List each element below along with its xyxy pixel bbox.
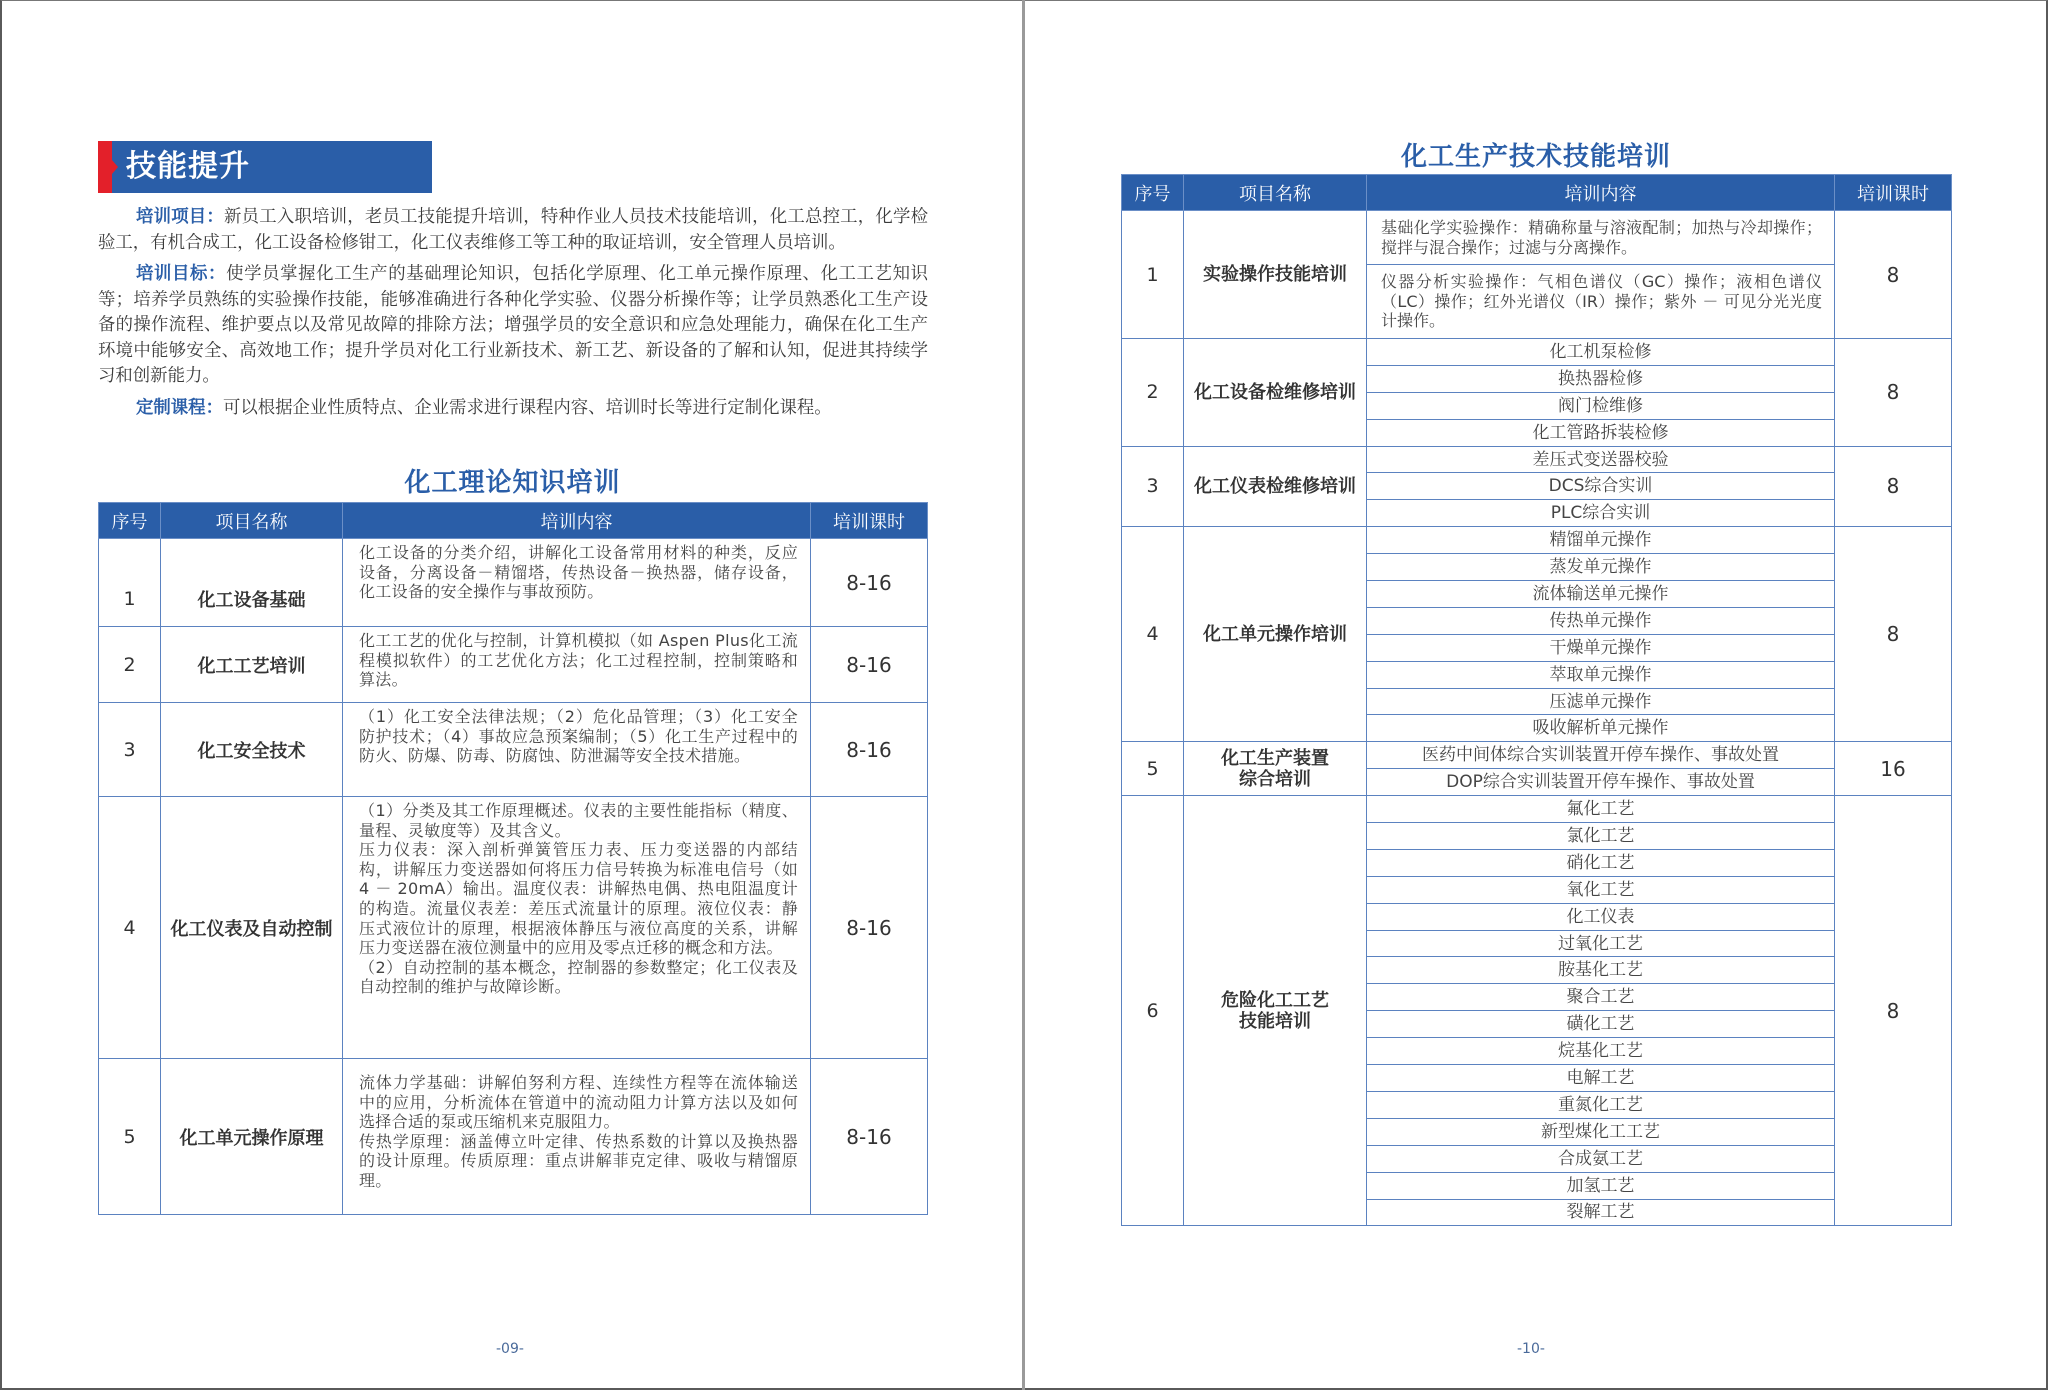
project-name: 化工仪表检维修培训 bbox=[1184, 446, 1367, 527]
project-name: 实验操作技能培训 bbox=[1184, 211, 1367, 339]
training-hours: 8 bbox=[1835, 796, 1952, 1226]
project-name: 化工安全技术 bbox=[161, 703, 343, 797]
page-number: -09- bbox=[496, 1341, 524, 1357]
training-item: 医药中间体综合实训装置开停车操作、事故处置 bbox=[1367, 742, 1835, 769]
row-number: 1 bbox=[99, 539, 161, 627]
theory-table-title: 化工理论知识培训 bbox=[404, 468, 621, 498]
training-hours: 8-16 bbox=[811, 627, 928, 703]
page-number: -10- bbox=[1517, 1341, 1545, 1357]
training-item: PLC综合实训 bbox=[1367, 500, 1835, 527]
content-text: 化工工艺的优化与控制，计算机模拟（如 Aspen Plus化工流程模拟软件）的工艺优化方法；化工过程控制，控制策略和算法。 bbox=[359, 631, 798, 690]
training-hours: 16 bbox=[1835, 742, 1952, 796]
training-item: 蒸发单元操作 bbox=[1367, 554, 1835, 581]
table-row bbox=[99, 539, 928, 627]
row-number: 4 bbox=[1122, 527, 1184, 742]
skills-training-table bbox=[1121, 174, 1952, 1226]
training-item: 流体输送单元操作 bbox=[1367, 581, 1835, 608]
table-row bbox=[1122, 796, 1952, 823]
training-item: 烷基化工艺 bbox=[1367, 1038, 1835, 1065]
content-text: （1）化工安全法律法规；（2）危化品管理；（3）化工安全防护技术；（4）事故应急预案编制；（5）化工生产过程中的防火、防爆、防毒、防腐蚀、防泄漏等安全技术措施。 bbox=[359, 707, 798, 766]
section-accent-bar bbox=[98, 141, 112, 193]
section-header bbox=[98, 141, 432, 193]
training-item: 阀门检维修 bbox=[1367, 392, 1835, 419]
training-item: 氯化工艺 bbox=[1367, 823, 1835, 850]
row-number: 1 bbox=[1122, 211, 1184, 339]
training-content bbox=[343, 797, 811, 1059]
content-text: 流体力学基础：讲解伯努利方程、连续性方程等在流体输送中的应用，分析流体在管道中的流动阻力计算方法以及如何选择合适的泵或压缩机来克服阻力。 传热学原理：涵盖傅立叶定律、传热系数的计算以及换热器的设计原理。传质原理：重点讲解菲克定律、吸收与精馏原理。 bbox=[359, 1073, 798, 1190]
content-text: （1）分类及其工作原理概述。仪表的主要性能指标（精度、量程、灵敏度等）及其含义。 压力仪表：深入剖析弹簧管压力表、压力变送器的内部结构，讲解压力变送器如何将压力信号转换为标准电信号（如 4 － 20mA）输出。温度仪表：讲解热电偶、热电阻温度计的构造。流量仪表差：差压式流量计的原理。液位仪表：静压式液位计的原理，根据液体静压与液位高度的关系，讲解压力变送器在液位测量中的应用及零点迁移的概念和方法。 （2）自动控制的基本概念，控制器的参数整定；化工仪表及自动控制的维护与故障诊断。 bbox=[359, 801, 798, 997]
training-item: 仪器分析实验操作：气相色谱仪（GC）操作；液相色谱仪（LC）操作；红外光谱仪（IR）操作；紫外 － 可见分光光度计操作。 bbox=[1367, 265, 1835, 339]
intro-label: 培训目标： bbox=[136, 264, 227, 284]
training-item: 差压式变送器校验 bbox=[1367, 446, 1835, 473]
left-page bbox=[0, 0, 1023, 1390]
training-content bbox=[343, 539, 811, 627]
training-item: 磺化工艺 bbox=[1367, 1011, 1835, 1038]
training-item: 萃取单元操作 bbox=[1367, 661, 1835, 688]
table-row bbox=[1122, 339, 1952, 366]
table-row bbox=[1122, 527, 1952, 554]
header-content: 培训内容 bbox=[1367, 175, 1835, 211]
table-row bbox=[99, 1059, 928, 1215]
table-header-row bbox=[99, 503, 928, 539]
training-hours: 8 bbox=[1835, 339, 1952, 447]
header-content: 培训内容 bbox=[343, 503, 811, 539]
intro-label: 培训项目： bbox=[136, 207, 225, 227]
training-item: 氟化工艺 bbox=[1367, 796, 1835, 823]
training-hours: 8 bbox=[1835, 446, 1952, 527]
project-name: 化工仪表及自动控制 bbox=[161, 797, 343, 1059]
training-item: 精馏单元操作 bbox=[1367, 527, 1835, 554]
row-number: 2 bbox=[1122, 339, 1184, 447]
training-item: 换热器检修 bbox=[1367, 365, 1835, 392]
project-name: 化工设备检维修培训 bbox=[1184, 339, 1367, 447]
theory-training-table bbox=[98, 502, 928, 1215]
training-item: 压滤单元操作 bbox=[1367, 688, 1835, 715]
table-header-row bbox=[1122, 175, 1952, 211]
intro-projects bbox=[98, 205, 928, 256]
row-number: 5 bbox=[99, 1059, 161, 1215]
row-number: 3 bbox=[1122, 446, 1184, 527]
row-number: 6 bbox=[1122, 796, 1184, 1226]
table-row bbox=[99, 627, 928, 703]
header-hours: 培训课时 bbox=[1835, 175, 1952, 211]
skills-table-title: 化工生产技术技能培训 bbox=[1400, 142, 1671, 172]
table-row bbox=[99, 703, 928, 797]
row-number: 4 bbox=[99, 797, 161, 1059]
training-item: 吸收解析单元操作 bbox=[1367, 715, 1835, 742]
project-name: 化工设备基础 bbox=[161, 539, 343, 627]
intro-label: 定制课程： bbox=[136, 397, 223, 418]
header-no: 序号 bbox=[99, 503, 161, 539]
training-item: 化工管路拆装检修 bbox=[1367, 419, 1835, 446]
intro-custom bbox=[98, 396, 928, 422]
training-item: 化工机泵检修 bbox=[1367, 339, 1835, 366]
training-item: 合成氨工艺 bbox=[1367, 1145, 1835, 1172]
table-row bbox=[1122, 211, 1952, 265]
training-item: 聚合工艺 bbox=[1367, 984, 1835, 1011]
training-content bbox=[343, 703, 811, 797]
training-item: 电解工艺 bbox=[1367, 1065, 1835, 1092]
training-item: 过氧化工艺 bbox=[1367, 930, 1835, 957]
training-item: 氧化工艺 bbox=[1367, 876, 1835, 903]
training-item: DCS综合实训 bbox=[1367, 473, 1835, 500]
project-name: 化工单元操作培训 bbox=[1184, 527, 1367, 742]
training-hours: 8-16 bbox=[811, 703, 928, 797]
project-name: 危险化工工艺 技能培训 bbox=[1184, 796, 1367, 1226]
intro-body: 新员工入职培训，老员工技能提升培训，特种作业人员技术技能培训，化工总控工，化学检验工，有机合成工，化工设备检修钳工，化工仪表维修工等工种的取证培训，安全管理人员培训。 bbox=[98, 207, 928, 253]
section-arrow-icon bbox=[112, 160, 118, 174]
training-item: 干燥单元操作 bbox=[1367, 634, 1835, 661]
intro-text bbox=[98, 205, 928, 427]
training-hours: 8-16 bbox=[811, 1059, 928, 1215]
intro-body: 使学员掌握化工生产的基础理论知识，包括化学原理、化工单元操作原理、化工工艺知识等；培养学员熟练的实验操作技能，能够准确进行各种化学实验、仪器分析操作等；让学员熟悉化工生产设备的操作流程、维护要点以及常见故障的排除方法；增强学员的安全意识和应急处理能力，确保在化工生产环境中能够安全、高效地工作；提升学员对化工行业新技术、新工艺、新设备的了解和认知，促进其持续学习和创新能力。 bbox=[98, 264, 928, 386]
intro-goals bbox=[98, 262, 928, 390]
header-name: 项目名称 bbox=[1184, 175, 1367, 211]
table-row bbox=[1122, 446, 1952, 473]
row-number: 3 bbox=[99, 703, 161, 797]
content-text: 化工设备的分类介绍，讲解化工设备常用材料的种类，反应设备，分离设备－精馏塔，传热设备－换热器，储存设备，化工设备的安全操作与事故预防。 bbox=[359, 543, 798, 602]
training-item: DOP综合实训装置开停车操作、事故处置 bbox=[1367, 769, 1835, 796]
header-no: 序号 bbox=[1122, 175, 1184, 211]
training-content bbox=[343, 627, 811, 703]
header-hours: 培训课时 bbox=[811, 503, 928, 539]
training-item: 基础化学实验操作：精确称量与溶液配制；加热与冷却操作；搅拌与混合操作；过滤与分离操作。 bbox=[1367, 211, 1835, 265]
training-item: 胺基化工艺 bbox=[1367, 957, 1835, 984]
intro-body: 可以根据企业性质特点、企业需求进行课程内容、培训时长等进行定制化课程。 bbox=[222, 397, 832, 418]
project-name: 化工生产装置 综合培训 bbox=[1184, 742, 1367, 796]
row-number: 2 bbox=[99, 627, 161, 703]
row-number: 5 bbox=[1122, 742, 1184, 796]
training-item: 传热单元操作 bbox=[1367, 607, 1835, 634]
training-hours: 8-16 bbox=[811, 539, 928, 627]
training-hours: 8 bbox=[1835, 527, 1952, 742]
training-item: 裂解工艺 bbox=[1367, 1199, 1835, 1226]
table-row bbox=[99, 797, 928, 1059]
training-item: 化工仪表 bbox=[1367, 903, 1835, 930]
project-name: 化工单元操作原理 bbox=[161, 1059, 343, 1215]
training-hours: 8-16 bbox=[811, 797, 928, 1059]
project-name: 化工工艺培训 bbox=[161, 627, 343, 703]
header-name: 项目名称 bbox=[161, 503, 343, 539]
training-item: 重氮化工艺 bbox=[1367, 1091, 1835, 1118]
training-hours: 8 bbox=[1835, 211, 1952, 339]
training-content bbox=[343, 1059, 811, 1215]
training-item: 新型煤化工工艺 bbox=[1367, 1118, 1835, 1145]
training-item: 加氢工艺 bbox=[1367, 1172, 1835, 1199]
training-item: 硝化工艺 bbox=[1367, 849, 1835, 876]
table-row bbox=[1122, 742, 1952, 769]
section-title: 技能提升 bbox=[126, 149, 250, 184]
